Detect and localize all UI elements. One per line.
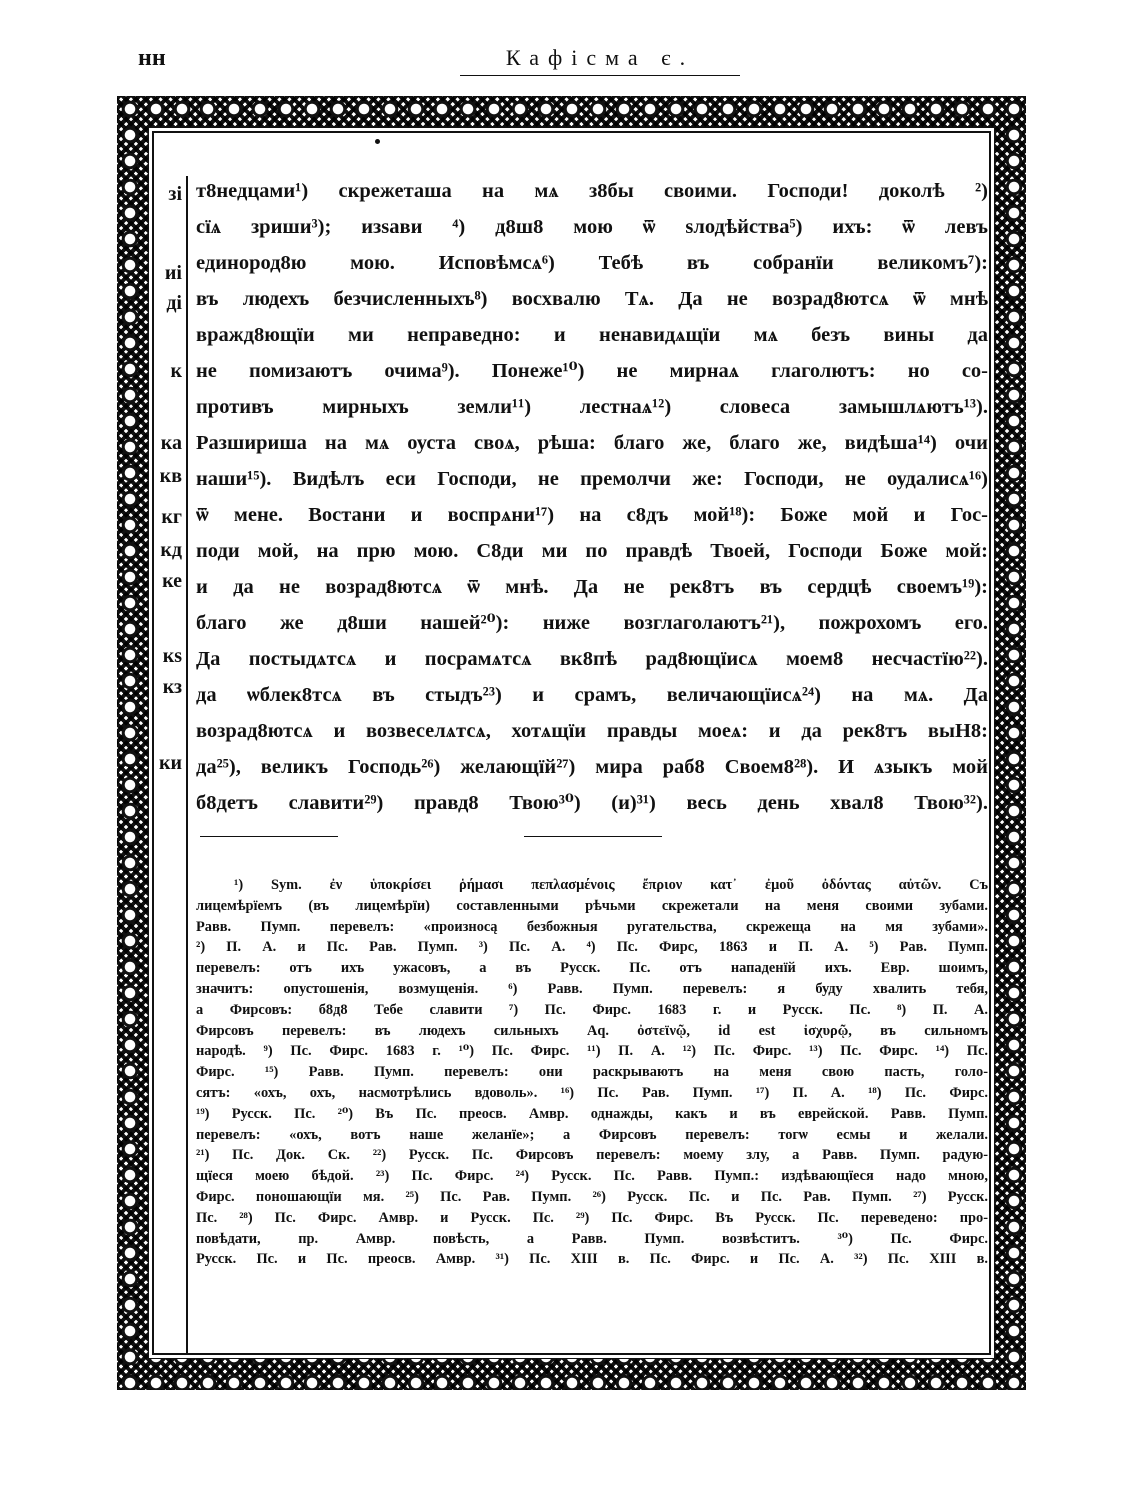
- right-rule: [989, 176, 991, 801]
- footnote-line: Русск. Пс. и Пс. преосв. Амвр. ³¹) Пс. XIII в. Пс. Фирс. и Пс. А. ³²) Пс. XIII в.: [196, 1251, 988, 1268]
- footnote-line: Фирс. поношающїи мя. ²⁵) Пс. Рав. Пумп. ²⁶) Русск. Пс. и Пс. Рав. Пумп. ²⁷) Русск.: [196, 1188, 988, 1205]
- footnote-line: ²¹) Пс. Док. Ск. ²²) Русск. Пс. Фирсовъ перевелъ: моему злу, а Равв. Пумп. радую-: [196, 1147, 988, 1164]
- verse-number: ке: [162, 570, 182, 592]
- footnote-line: ²) П. А. и Пс. Рав. Пумп. ³) Пс. А. ⁴) Пс. Фирс, 1863 и П. А. ⁵) Рав. Пумп.: [196, 939, 988, 956]
- verse-number: кз: [162, 676, 182, 698]
- margin-rule: [186, 176, 188, 1355]
- text-line: единород8ю мою. Исповѣмсѧ⁶) Тебѣ въ собранїи великомъ⁷):: [196, 252, 988, 274]
- text-line: да ѡблек8тсѧ въ стыдъ²³) и срамъ, величающїисѧ²⁴) на мѧ. Да: [196, 684, 988, 706]
- footnote-line: Фирсовъ перевелъ: въ людехъ сильныхъ Aq. ὀστεϊνῷ, id est ἰσχυρῷ, въ сильномъ: [196, 1022, 988, 1039]
- footnotes: [196, 875, 988, 1270]
- footnote-line: ¹) Sym. ἐν ὑποκρίσει ῥήμασι πεπλασμένοις ἔπριον κατ᾽ ἐμοῦ ὀδόντας αὐτῶν. Съ: [234, 877, 988, 893]
- verse-number: ки: [158, 752, 182, 774]
- text-line: наши¹⁵). Видѣлъ еси Господи, не премолчи же: Господи, не оудалисѧ¹⁶): [196, 468, 988, 490]
- footnote-line: значитъ: опустошенія, возмущенія. ⁶) Равв. Пумп. перевелъ: я буду хвалить тебя,: [196, 980, 988, 997]
- verse-number: кв: [159, 465, 182, 487]
- verse-number: ді: [166, 292, 182, 314]
- text-line: не помизаютъ очима⁹). Понеже¹⁰) не мирнаѧ глаголютъ: но со-: [196, 360, 988, 382]
- footnote-line: народѣ. ⁹) Пс. Фирс. 1683 г. ¹⁰) Пс. Фирс. ¹¹) П. А. ¹²) Пс. Фирс. ¹³) Пс. Фирс. ¹⁴) Пс.: [196, 1043, 988, 1060]
- text-line: вражд8ющїи ми неправедно: и ненавидѧщїи мѧ безъ вины да: [196, 324, 988, 346]
- footnote-line: Фирс. ¹⁵) Равв. Пумп. перевелъ: они раскрываютъ на меня свою пасть, голо-: [196, 1064, 988, 1081]
- text-line: да²⁵), великъ Господь²⁶) желающїй²⁷) мира раб8 Своем8²⁸). И ѧзыкъ мой: [196, 756, 988, 778]
- text-line: сїѧ зриши³); изѕави ⁴) д8ш8 мою ѿ ѕлодѣйства⁵) ихъ: ѿ левъ: [196, 216, 988, 238]
- footnote-line: лицемѣрїемъ (въ лицемѣрїи) составленными рѣчьми скрежетали на меня своими зубами.: [196, 897, 988, 914]
- verse-number: кг: [161, 506, 182, 528]
- text-line: и да не возрад8ютсѧ ѿ мнѣ. Да не рек8тъ въ сердцѣ своемъ¹⁹):: [196, 576, 988, 598]
- text-line: б8детъ славити²⁹) правд8 Твою³⁰) (и)³¹) весь день хвал8 Твою³²).: [196, 792, 988, 814]
- footnote-line: а Фирсовъ: б8д8 Тебе славити ⁷) Пс. Фирс. 1683 г. и Русск. Пс. ⁸) П. А.: [196, 1001, 988, 1018]
- verse-number: зі: [168, 183, 182, 205]
- text-line: ѿ мене. Востани и воспрѧни¹⁷) на с8дъ мой¹⁸): Боже мой и Гос-: [196, 504, 988, 526]
- text-line: поди мой, на прю мою. С8ди ми по правдѣ Твоей, Господи Боже мой:: [196, 540, 988, 562]
- verse-number: иі: [164, 262, 182, 284]
- text-line: т8недцами¹) скрежеташа на мѧ з8бы своими. Господи! доколѣ ²): [196, 180, 988, 202]
- verse-number: кѕ: [162, 645, 182, 667]
- footnote-line: Равв. Пумп. перевелъ: «произносą безбожныя ругательства, скрежеща на мя зубами».: [196, 918, 988, 935]
- running-title: Кафісма є.: [505, 45, 695, 70]
- text-line: въ людехъ безчисленныхъ⁸) восхвалю Тѧ. Да не возрад8ютсѧ ѿ мнѣ: [196, 288, 988, 310]
- text-line: благо же д8ши нашей²⁰): ниже возглаголаютъ²¹), пожрохомъ его.: [196, 612, 988, 634]
- footnote-line: Пс. ²⁸) Пс. Фирс. Амвр. и Русск. Пс. ²⁹) Пс. Фирс. Въ Русск. Пс. переведено: про-: [196, 1209, 988, 1226]
- footnote-line: перевелъ: отъ ихъ ужасовъ, а въ Русск. Пс. отъ нападенїй ихъ. Евр. шоимъ,: [196, 960, 988, 977]
- text-line: возрад8ютсѧ и возвеселѧтсѧ, хотѧщїи правды моеѧ: и да рек8тъ выН8:: [196, 720, 988, 742]
- page-number: нн: [138, 45, 166, 71]
- footnote-line: сятъ: «охъ, охъ, насмотрѣлись вдоволь». ¹⁶) Пс. Рав. Пумп. ¹⁷) П. А. ¹⁸) Пс. Фирс.: [196, 1084, 988, 1101]
- footnote-line: перевелъ: «охъ, вотъ наше желанїе»; а Фирсовъ перевелъ: тогѡ есмы и желали.: [196, 1126, 988, 1143]
- text-line: Да постыдѧтсѧ и посрамѧтсѧ вк8пѣ рад8ющїисѧ моем8 несчастїю²²).: [196, 648, 988, 670]
- verse-number: кд: [160, 539, 182, 561]
- text-line: противъ мирныхъ земли¹¹) лестнаѧ¹²) словеса замышлѧютъ¹³).: [196, 396, 988, 418]
- footnote-line: ¹⁹) Русск. Пс. ²⁰) Въ Пс. преосв. Амвр. однажды, какъ и въ еврейской. Равв. Пумп.: [196, 1105, 988, 1122]
- separator-rule: [200, 836, 338, 837]
- header-rule: [460, 75, 740, 76]
- footnote-line: щїеся моею бѣдой. ²³) Пс. Фирс. ²⁴) Русск. Пс. Равв. Пумп.: издѣвающїеся надо мною,: [196, 1168, 988, 1185]
- footnote-line: повѣдати, пр. Амвр. повѣсть, а Равв. Пумп. возвѣститъ. ³⁰) Пс. Фирс.: [196, 1230, 988, 1247]
- verse-number: ка: [160, 432, 182, 454]
- text-line: Разшириша на мѧ оуста своѧ, рѣша: благо же, благо же, видѣша¹⁴) очи: [196, 432, 988, 454]
- verse-number: к: [170, 360, 182, 382]
- ornament-dot: [375, 139, 380, 144]
- separator-rule: [524, 836, 662, 837]
